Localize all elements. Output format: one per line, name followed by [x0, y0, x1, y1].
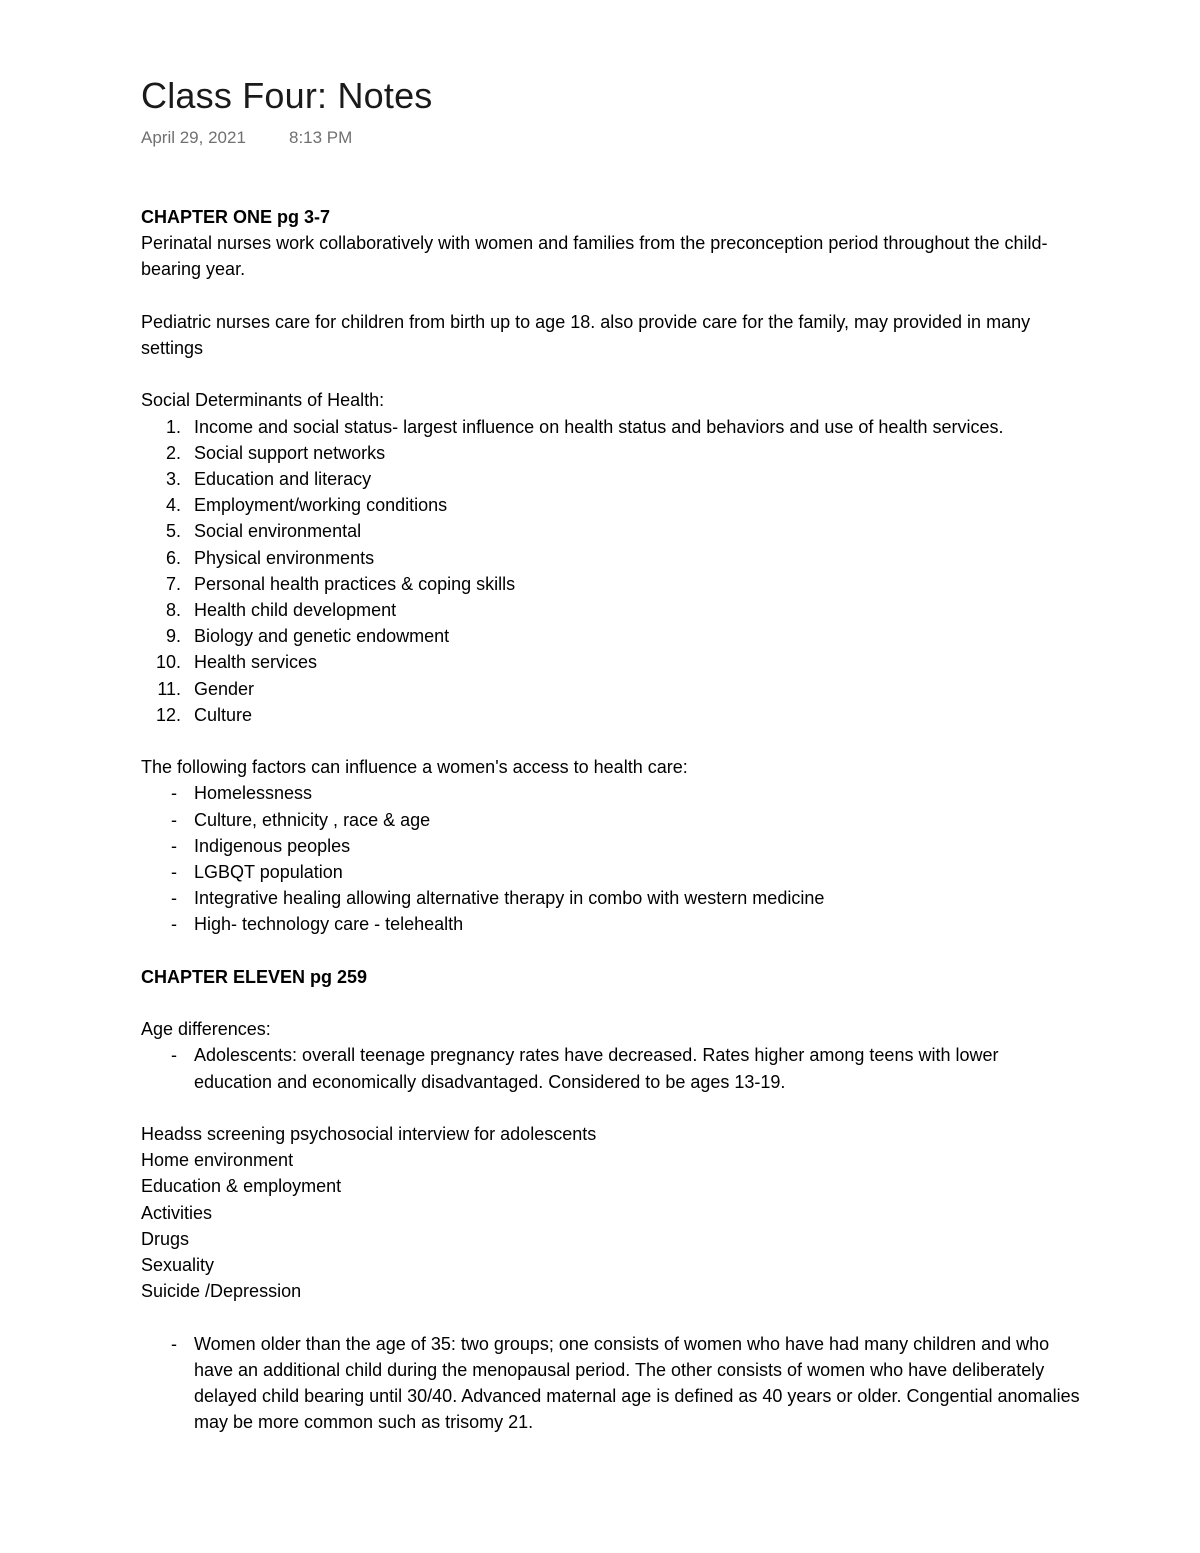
age-differences-label: Age differences: — [141, 1019, 271, 1040]
chapter-one-heading: CHAPTER ONE pg 3-7 — [141, 207, 331, 227]
list-item: 5. Social environmental — [165, 521, 362, 542]
list-item: - Adolescents: overall teenage pregnancy rates have decreased. Rates higher among teens with lower education and economically disadvantaged. Considered to be ages 13-19. — [171, 1045, 999, 1092]
note-content — [141, 72, 1081, 1435]
list-item: 4. Employment/working conditions — [165, 495, 448, 516]
list-item: 8. Health child development — [165, 600, 397, 621]
older-women-text: Women older than the age of 35: two groups; one consists of women who have had many children and who have an additional child during the menopausal period. The other consists of women who have deliberately delayed child bearing until 30/40. Advanced maternal age is defined as 40 years or older. Congential anomalies may be more common such as trisomy 21. — [194, 1333, 1080, 1433]
note-meta — [141, 126, 1081, 150]
adolescents-list — [141, 1042, 1081, 1094]
note-time: 8:13 PM — [289, 128, 353, 147]
factors-list — [141, 780, 1081, 937]
perinatal-paragraph: Perinatal nurses work collaboratively with women and families from the preconception period throughout the child-bearing year. — [141, 233, 1048, 280]
list-item: 3. Education and literacy — [165, 469, 372, 489]
adolescents-text: Adolescents: overall teenage pregnancy rates have decreased. Rates higher among teens with lower education and economically disadvantaged. Considered to be ages 13-19. — [194, 1045, 999, 1092]
headss-line: Education & employment — [141, 1176, 342, 1197]
headss-line: Suicide /Depression — [141, 1281, 302, 1302]
note-body — [141, 204, 1081, 1435]
note-date: April 29, 2021 — [141, 128, 246, 147]
list-item: 12. Culture — [155, 704, 253, 725]
older-women-list — [141, 1331, 1081, 1436]
pediatric-paragraph: Pediatric nurses care for children from birth up to age 18. also provide care for the family, may provided in many settings — [141, 311, 1031, 358]
headss-line: Home environment — [141, 1150, 294, 1171]
page-title: Class Four: Notes — [141, 75, 433, 116]
sdoh-list — [141, 414, 1081, 728]
list-item: - Women older than the age of 35: two groups; one consists of women who have had many children and who have an additional child during the menopausal period. The other consists of women who have deliberately delayed child bearing until 30/40. Advanced maternal age is defined as 40 years or older. Congential anomalies may be more common such as trisomy 21. — [171, 1333, 1080, 1433]
list-item: 1. Income and social status- largest influence on health status and behaviors and use of health services. — [165, 416, 1004, 437]
list-item: 10. Health services — [155, 652, 318, 673]
headss-line: Headss screening psychosocial interview for adolescents — [141, 1124, 597, 1145]
headss-line: Activities — [141, 1202, 213, 1223]
headss-list — [141, 1121, 1081, 1304]
headss-line: Sexuality — [141, 1255, 215, 1276]
list-item: - Integrative healing allowing alternative therapy in combo with western medicine — [171, 888, 825, 909]
list-item: 7. Personal health practices & coping skills — [165, 573, 516, 594]
list-item: - Indigenous peoples — [171, 835, 351, 856]
chapter-eleven-heading: CHAPTER ELEVEN pg 259 — [141, 966, 368, 987]
list-item: - Homelessness — [171, 783, 313, 804]
list-item: 2. Social support networks — [165, 442, 386, 463]
headss-line: Drugs — [141, 1228, 190, 1249]
sdoh-label: Social Determinants of Health: — [141, 390, 385, 411]
list-item: - High- technology care - telehealth — [171, 914, 464, 935]
list-item: - LGBQT population — [171, 862, 343, 883]
list-item: 6. Physical environments — [165, 547, 375, 568]
factors-label: The following factors can influence a women's access to health care: — [141, 757, 688, 778]
list-item: - Culture, ethnicity , race & age — [171, 809, 431, 830]
list-item: 9. Biology and genetic endowment — [165, 626, 450, 647]
list-item: 11. Gender — [157, 678, 255, 699]
